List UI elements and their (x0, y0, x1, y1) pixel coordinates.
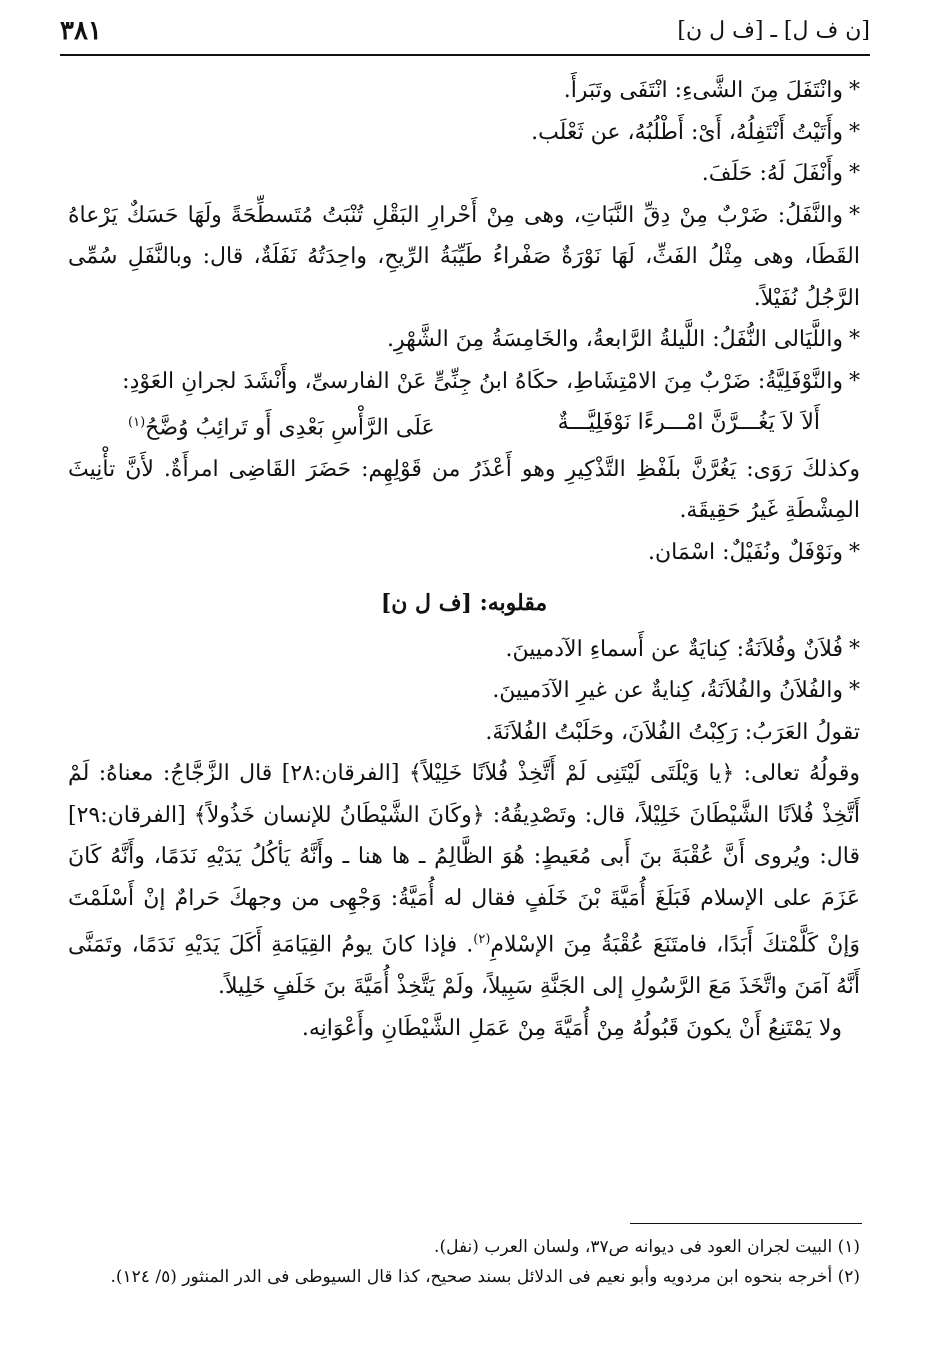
verse-first-hemistich: أَلاَ لاَ يَغُـــرَّنَّ امْـــرءًا نَوْفَلِيَّـــةٌ (557, 410, 820, 435)
section-heading: مقلوبه: [ف ل ن] (380, 590, 548, 617)
entry-paragraph (68, 532, 860, 574)
footnote-mark: (٢) (837, 1267, 860, 1287)
entry-text: والفُلاَنُ والفُلاَنَةُ، كِنايةٌ عن غيرِ الآدَميينَ. (492, 678, 843, 704)
footnote-ref: (١) (128, 415, 146, 430)
long-text-part2: . فإذا كانَ يومُ القِيَامَةِ أَكَلَ يَدَيْهِ نَدَمًا، وتَمَنَّى أَنَّهُ آمَنَ واتَّخَذَ مَعَ الرَّسُولِ إلى الجَنَّةِ سَبِيلاً، ولَمْ يَتَّخِذْ أُمَيَّةَ بنَ خَلَفٍ خَلِيلاً. (68, 932, 860, 1000)
entry-paragraph (68, 195, 860, 320)
entry-text: وأَنْفَلَ لَهُ: حَلَفَ. (701, 161, 843, 186)
entry-paragraph (68, 153, 860, 195)
entry-text: واللَّيَالى النُّفَلُ: اللَّيلةُ الرَّابعةُ، والخَامِسَةُ مِنَ الشَّهْرِ. (386, 327, 843, 352)
footnote-ref: (٢) (473, 932, 491, 948)
entry-paragraph (68, 319, 860, 361)
entry-text: وانْتَفَلَ مِنَ الشَّىءِ: انْتَفَى وتَبَرأَ. (563, 78, 843, 103)
entry-text: فُلاَنٌ وفُلاَنَةُ: كِنايَةٌ عن أَسماءِ الآدميينَ. (505, 636, 843, 662)
entry-paragraph (68, 670, 860, 712)
page-number: ٣٨١ (60, 16, 102, 46)
footnote-text: أخرجه بنحوه ابن مردويه وأبو نعيم فى الدلائل بسند صحيح، كذا قال السيوطى فى الدر المنثور (٥/ ١٢٤). (110, 1267, 833, 1287)
page-header (60, 12, 870, 56)
entry-star: * (849, 678, 860, 704)
main-text (68, 70, 860, 1049)
entry-paragraph (68, 112, 860, 154)
entry-star: * (849, 327, 860, 352)
entry-text: تقولُ العَرَبُ: رَكِبْتُ الفُلاَنَ، وحَلَبْتُ الفُلاَنَةَ. (485, 719, 860, 745)
entry-paragraph (68, 712, 860, 754)
entry-text: وأَتَيْتُ أَنْتَفِلُهُ، أَىْ: أَطْلُبُهُ، عن ثَعْلَب. (531, 119, 843, 145)
long-paragraph (68, 753, 860, 1007)
entry-star: * (849, 161, 860, 186)
entry-star: * (849, 636, 860, 662)
footnote (60, 1232, 860, 1262)
entry-star: * (849, 202, 860, 228)
entry-paragraph (68, 629, 860, 671)
entry-paragraph (68, 70, 860, 112)
entry-star: * (849, 368, 860, 394)
closing-paragraph: ولا يَمْتَنِعُ أَنْ يكونَ قَبُولُهُ مِنْ أُمَيَّةَ مِنْ عَمَلِ الشَّيْطَانِ وأَعْوَانِه. (301, 1015, 842, 1041)
verse-second-hemistich (128, 402, 435, 449)
entry-text: والنَّوْفَلِيَّةُ: ضَرْبٌ مِنَ الامْتِشَاطِ، حكَاهُ ابنُ جِنِّىٍّ عَنْ الفارسىِّ، وأَنْشَدَ لجرانِ العَوْدِ: (122, 368, 843, 394)
entry-text: والنَّفَلُ: ضَرْبٌ مِنْ دِقِّ النَّبَاتِ، وهى مِنْ أَحْرارِ البَقْلِ تُنْبَتُ مُتَسطِّحَةً ولَهَا حَسَكٌ يَرْعاهُ القَطَا، وهى مِثْلُ الفَثِّ، لَهَا نَوْرَةٌ صَفْراءُ طَيِّبَةُ الرِّيحِ، واحِدَتُهُ نَفَلَةٌ، قال: وبالنَّفَلِ سُمِّى الرَّجُلُ نُفَيْلاً. (68, 202, 860, 311)
entry-paragraph (68, 361, 860, 403)
running-root-label: [ن ف ل] ـ [ف ل ن] (677, 18, 870, 43)
footnote (60, 1262, 860, 1292)
footnotes (60, 1232, 860, 1292)
footnote-divider (630, 1223, 862, 1224)
entry-star: * (849, 539, 860, 565)
footnote-text: البيت لجران العود فى ديوانه ص٣٧، ولسان العرب (نفل). (434, 1237, 833, 1257)
poetry-verse (68, 402, 860, 449)
entry-paragraph (68, 449, 860, 532)
footnote-mark: (١) (837, 1237, 860, 1257)
long-text-part1: وقولُهُ تعالى: ﴿يا وَيْلَتَى لَيْتَنِى لَمْ أَتَّخِذْ فُلاَنًا خَلِيْلاً﴾ [الفرقان:٢٨] قال الزَّجَّاجُ: معناهُ: لَمْ أَتَّخِذْ فُلاَنًا الشَّيْطَانَ خَلِيْلاً، قال: وتَصْدِيقُهُ: ﴿وكَانَ الشَّيْطَانُ للإنسان خَذُولاً﴾ [الفرقان:٢٩] قال: ويُروى أَنَّ عُقْبَةَ بنَ أَبى مُعَيطٍ: هُوَ الظَّالِمُ ـ ها هنا ـ وأَنَّهُ يَأكُلُ يَدَيْهِ نَدَمًا، وأَنَّهُ كَانَ عَزَمَ على الإسلام فَبَلَغَ أُمَيَّةَ بْنَ خَلَفٍ فقال له أُمَيَّةُ: وَجْهِى من وجهكَ حَرامٌ إنْ أَسْلَمْتَ وَإنْ كَلَّمْتكَ أَبَدًا، فامتَنَعَ عُقْبَةُ مِنَ الإسْلامِ (68, 761, 860, 958)
verse-second-text: عَلَى الرَّأْسِ بَعْدِى أَو تَرائِبُ وُضَّحُ (145, 415, 435, 441)
entry-star: * (849, 119, 860, 145)
entry-text: وكذلكَ رَوَى: يَغُرَّنَّ بلَفْظِ التَّذْكِيرِ وهو أَعْذَرُ من قَوْلِهِم: حَضَرَ القَاضِى امرأَةٌ. لأَنَّ تأْنِيثَ المِشْطَةِ غَيرُ حَقِيقَة. (68, 456, 860, 524)
entry-star: * (849, 78, 860, 103)
entry-text: ونَوْفَلٌ ونُفَيْلٌ: اسْمَان. (648, 539, 843, 565)
